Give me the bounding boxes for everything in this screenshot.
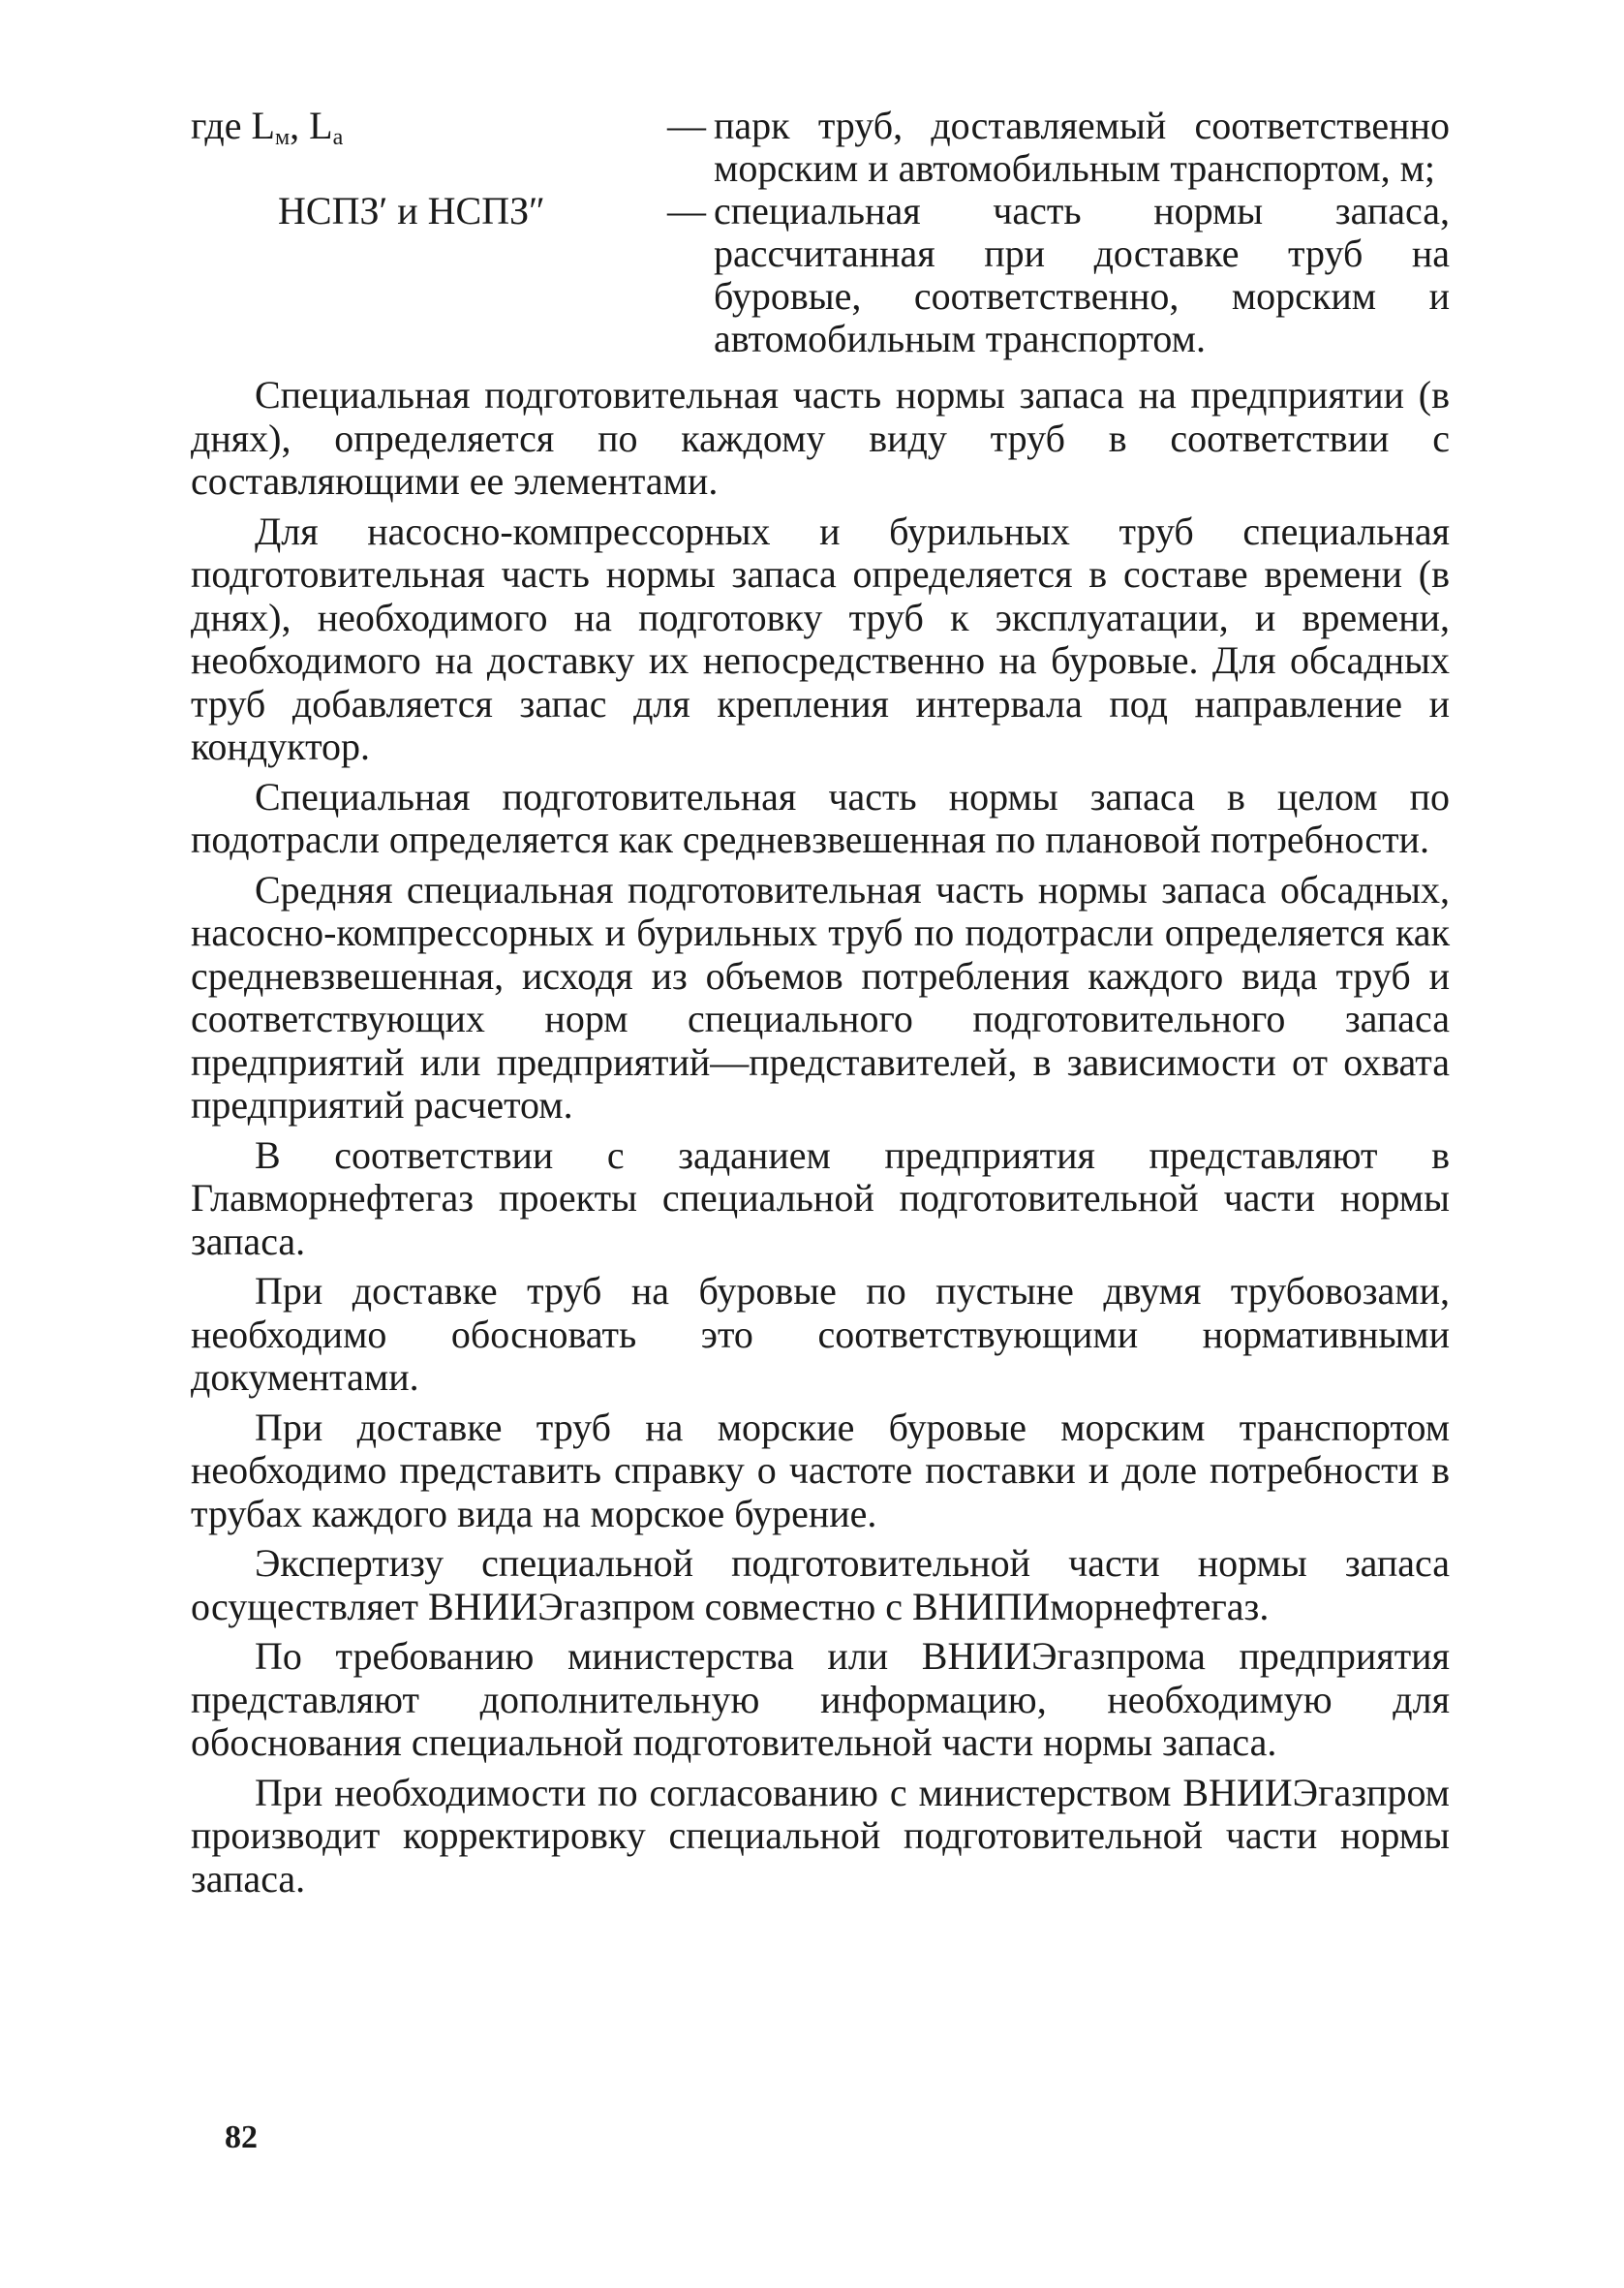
paragraph: Специальная подготовительная часть нормы запаса на предприятии (в днях), определяется по каждому виду труб в соответствии с составляющими ее элементами.: [191, 373, 1450, 503]
paragraph: При необходимости по согласованию с министерством ВНИИЭгазпром производит корректировку специальной подготовительной части нормы запаса.: [191, 1770, 1450, 1901]
definition-text: специальная часть нормы запаса, рассчитанная при доставке труб на буровые, соответственно, морским и автомобильным транспортом.: [714, 189, 1450, 360]
paragraph: Специальная подготовительная часть нормы запаса в целом по подотрасли определяется как средневзвешенная по плановой потребности.: [191, 774, 1450, 861]
definition-dash: —: [667, 104, 706, 147]
definition-row: [191, 190, 1450, 360]
term-subscript: а: [332, 125, 344, 150]
page-number: 82: [225, 2119, 258, 2155]
term-subscript: м: [274, 125, 291, 150]
paragraph: Для насосно-компрессорных и бурильных труб специальная подготовительная часть нормы запаса определяется в составе времени (в днях), необходимого на подготовку труб к эксплуатации, и времени, необходимого на доставку их непосредственно на буровые. Для обсадных труб добавляется запас для крепления интервала под направление и кондуктор.: [191, 509, 1450, 768]
body-text: [191, 374, 1450, 1901]
definitions-block: [191, 105, 1450, 360]
page-content: [191, 105, 1450, 1907]
paragraph: При доставке труб на морские буровые морским транспортом необходимо представить справку о частоте поставки и доле потребности в трубах каждого вида на морское бурение.: [191, 1405, 1450, 1535]
term-symbol: L: [309, 104, 333, 147]
term-separator: ,: [290, 104, 310, 147]
definition-term: [191, 105, 656, 159]
paragraph: Средняя специальная подготовительная часть нормы запаса обсадных, насосно-компрессорных и бурильных труб по подотрасли определяется как средневзвешенная, исходя из объемов потребления каждого вида труб и соответствующих норм специального подготовительного запаса предприятий или предприятий—представителей, в зависимости от охвата предприятий расчетом.: [191, 867, 1450, 1127]
term-symbol: L: [251, 104, 275, 147]
term-prefix: где: [191, 104, 252, 147]
paragraph: При доставке труб на буровые по пустыне двумя трубовозами, необходимо обосновать это соответствующими нормативными документами.: [191, 1269, 1450, 1399]
paragraph: В соответствии с заданием предприятия представляют в Главморнефтегаз проекты специальной подготовительной части нормы запаса.: [191, 1132, 1450, 1263]
definition-text: парк труб, доставляемый соответственно морским и автомобильным транспортом, м;: [714, 104, 1450, 190]
definition-term: НСПЗ′ и НСПЗ″: [278, 189, 545, 232]
paragraph: По требованию министерства или ВНИИЭгазпрома предприятия представляют дополнительную информацию, необходимую для обоснования специальной подготовительной части нормы запаса.: [191, 1634, 1450, 1764]
definition-dash: —: [667, 189, 706, 232]
definition-row: [191, 105, 1450, 190]
paragraph: Экспертизу специальной подготовительной части нормы запаса осуществляет ВНИИЭгазпром совместно с ВНИПИморнефтегаз.: [191, 1541, 1450, 1628]
